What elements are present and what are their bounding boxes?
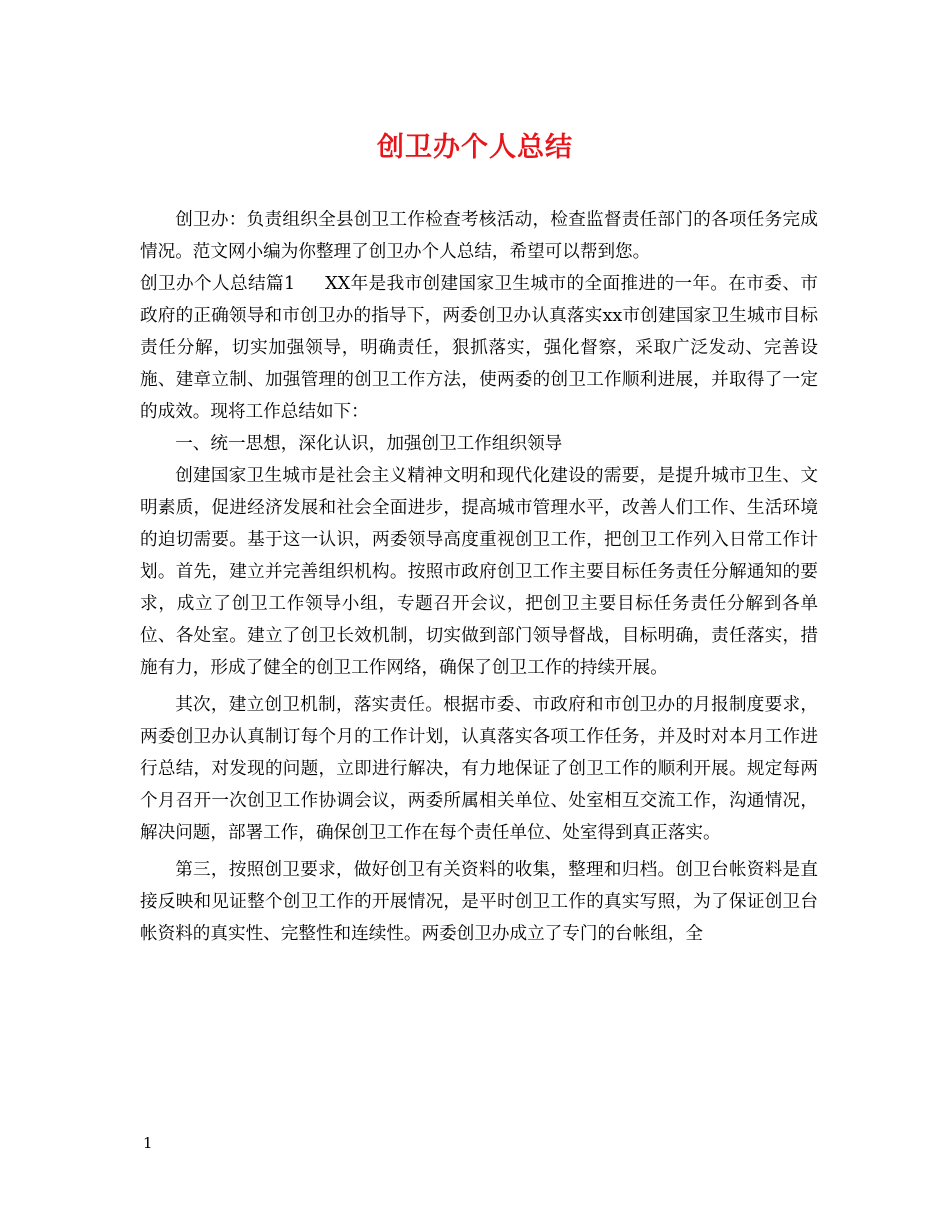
document-title: 创卫办个人总结	[377, 132, 573, 163]
page-number: 1	[143, 1134, 153, 1152]
body-paragraph-1: 创建国家卫生城市是社会主义精神文明和现代化建设的需要，是提升城市卫生、文明素质，促进经济发展和社会全面进步，提高城市管理水平，改善人们工作、生活环境的迫切需要。基于这一认识，两委领导高度重视创卫工作，把创卫工作列入日常工作计划。首先，建立并完善组织机构。按照市政府创卫工作主要目标任务责任分解通知的要求，成立了创卫工作领导小组，专题召开会议，把创卫主要目标任务责任分解到各单位、各处室。建立了创卫长效机制，切实做到部门领导督战，目标明确，责任落实，措施有力，形成了健全的创卫工作网络，确保了创卫工作的持续开展。	[140, 466, 818, 678]
section-label: 创卫办个人总结篇1	[140, 274, 296, 294]
section-heading-1: 一、统一思想，深化认识，加强创卫工作组织领导	[175, 434, 563, 454]
body-paragraph-2: 其次，建立创卫机制，落实责任。根据市委、市政府和市创卫办的月报制度要求，两委创卫办认真制订每个月的工作计划，认真落实各项工作任务，并及时对本月工作进行总结，对发现的问题，立即进行解决，有力地保证了创卫工作的顺利开展。规定每两个月召开一次创卫工作协调会议，两委所属相关单位、处室相互交流工作，沟通情况，解决问题，部署工作，确保创卫工作在每个责任单位、处室得到真正落实。	[140, 695, 818, 843]
intro-paragraph: 创卫办：负责组织全县创卫工作检查考核活动，检查监督责任部门的各项任务完成情况。范文网小编为你整理了创卫办个人总结，希望可以帮到您。	[140, 210, 818, 262]
body-paragraph-3: 第三，按照创卫要求，做好创卫有关资料的收集，整理和归档。创卫台帐资料是直接反映和见证整个创卫工作的开展情况，是平时创卫工作的真实写照，为了保证创卫台帐资料的真实性、完整性和连续性。两委创卫办成立了专门的台帐组，全	[140, 860, 818, 944]
section-first-text: XX年是我市创建国家卫生城市的全面推进的一年。在市委、市政府的正确领导和市创卫办的指导下，两委创卫办认真落实xx市创建国家卫生城市目标责任分解，切实加强领导，明确责任，狠抓落实，强化督察，采取广泛发动、完善设施、建章立制、加强管理的创卫工作方法，使两委的创卫工作顺利进展，并取得了一定的成效。现将工作总结如下：	[140, 274, 818, 422]
document-body	[140, 204, 818, 950]
section-first-paragraph	[140, 268, 818, 428]
